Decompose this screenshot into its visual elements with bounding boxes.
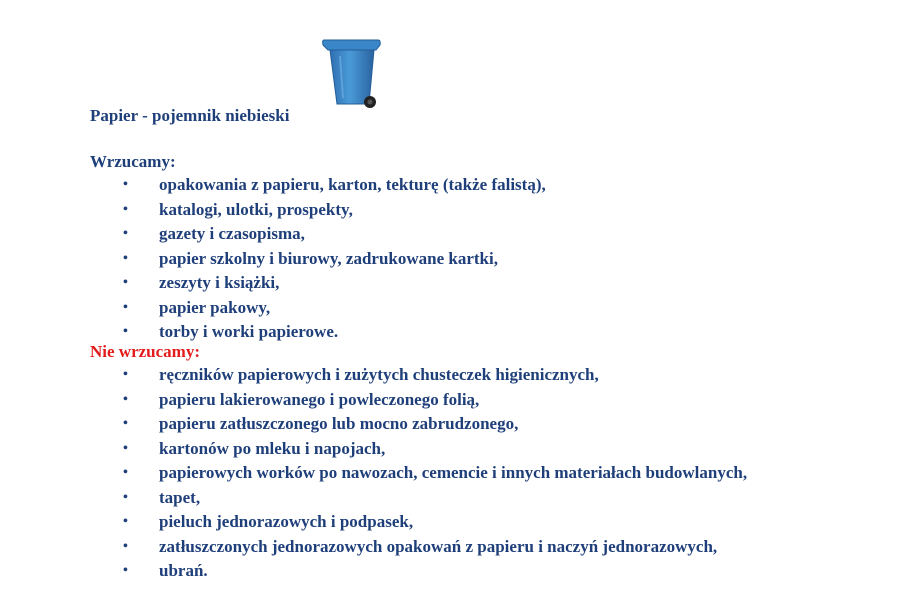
accepted-item-text: papier pakowy, (159, 297, 271, 317)
bullet-icon: • (123, 299, 128, 315)
accepted-item-text: papier szkolny i biurowy, zadrukowane kartki, (159, 248, 498, 268)
bullet-icon: • (123, 465, 128, 480)
rejected-item-text: papieru lakierowanego i powleczonego folią, (159, 389, 480, 409)
accepted-item-text: opakowania z papieru, karton, tekturę (także falistą), (159, 175, 546, 194)
rejected-item-text: pieluch jednorazowych i podpasek, (159, 512, 414, 531)
accepted-item-text: gazety i czasopisma, (159, 224, 305, 243)
rejected-item-text: papieru zatłuszczonego lub mocno zabrudzonego, (159, 414, 519, 433)
accepted-item-text: katalogi, ulotki, prospekty, (159, 199, 353, 219)
rejected-heading: Nie wrzucamy: (90, 342, 200, 361)
bullet-icon: • (123, 489, 128, 505)
bullet-icon: • (123, 324, 128, 339)
bullet-icon: • (123, 538, 128, 554)
rejected-item-text: tapet, (159, 487, 201, 507)
rejected-item-text: papierowych worków po nawozach, cemencie i innych materiałach budowlanych, (159, 463, 748, 482)
accepted-heading: Wrzucamy: (90, 152, 176, 171)
blue-wheelie-bin-icon (318, 38, 384, 112)
bullet-icon: • (123, 563, 128, 578)
rejected-item-text: zatłuszczonych jednorazowych opakowań z papieru i naczyń jednorazowych, (159, 536, 718, 556)
bullet-icon: • (123, 514, 128, 529)
bullet-icon: • (123, 440, 128, 456)
accepted-item-text: zeszyty i książki, (159, 273, 280, 292)
rejected-item-text: kartonów po mleku i napojach, (159, 438, 386, 458)
rejected-item-text: ręczników papierowych i zużytych chusteczek higienicznych, (159, 365, 599, 384)
bullet-icon: • (123, 250, 128, 266)
page-title: Papier - pojemnik niebieski (90, 106, 290, 125)
bullet-icon: • (123, 201, 128, 217)
bullet-icon: • (123, 367, 128, 382)
bullet-icon: • (123, 275, 128, 290)
accepted-item-text: torby i worki papierowe. (159, 322, 339, 341)
bullet-icon: • (123, 226, 128, 241)
bullet-icon: • (123, 416, 128, 431)
rejected-item-text: ubrań. (159, 561, 208, 580)
bullet-icon: • (123, 391, 128, 407)
bullet-icon: • (123, 177, 128, 192)
